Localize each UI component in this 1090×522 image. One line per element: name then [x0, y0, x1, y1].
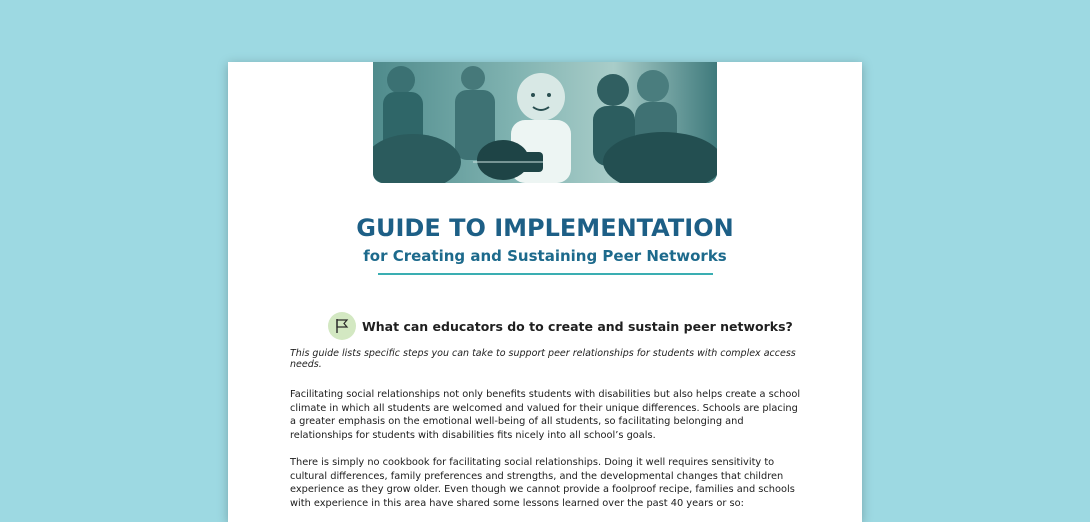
- page-subtitle: for Creating and Sustaining Peer Networks: [363, 247, 727, 265]
- page-title: GUIDE TO IMPLEMENTATION: [356, 214, 734, 242]
- title-divider: [378, 273, 713, 275]
- children-photo-image: [373, 62, 717, 183]
- body-paragraph-1: Facilitating social relationships not only benefits students with disabilities but also helps create a school climate in which all students are welcomed and valued for their unique differences. Schools are placing a greater emphasis on the emotional well-being of all students, so facilitating belonging and relationships for students with disabilities fits nicely into all school’s goals.: [290, 389, 801, 441]
- document-page: [228, 62, 862, 522]
- section-intro: This guide lists specific steps you can take to support peer relationships for students with complex access needs.: [290, 348, 796, 370]
- flag-icon: [328, 312, 356, 340]
- section-question: What can educators do to create and sustain peer networks?: [362, 318, 793, 334]
- body-paragraph-2: There is simply no cookbook for facilitating social relationships. Doing it well requires sensitivity to cultural differences, family preferences and strengths, and the developmental changes that children experience as they grow older. Even though we cannot provide a foolproof recipe, families and schools with experience in this area have shared some lessons learned over the past 40 years or so:: [290, 457, 795, 509]
- hero-photo: [373, 62, 717, 183]
- section-heading: [328, 311, 793, 341]
